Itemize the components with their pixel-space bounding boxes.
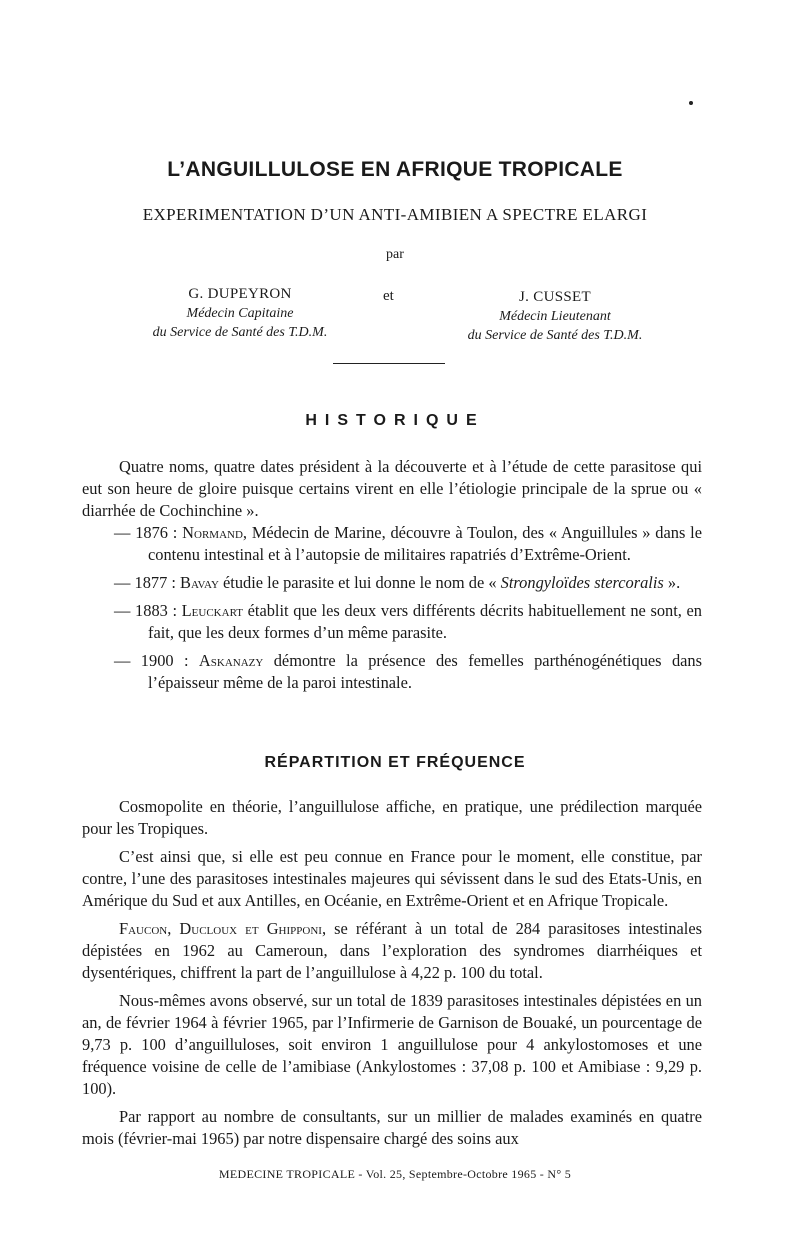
article-title: L’ANGUILLULOSE EN AFRIQUE TROPICALE xyxy=(167,158,623,181)
author-2 xyxy=(420,288,690,345)
paragraph xyxy=(82,918,702,984)
year: 1883 xyxy=(135,601,168,620)
item-tail: ». xyxy=(663,573,681,592)
dash: — xyxy=(114,651,131,670)
ink-dot xyxy=(689,101,693,105)
item-text: établit que les deux vers différents décrits habituellement ne sont, en fait, que les deux formes d’un même parasite. xyxy=(148,601,703,642)
person-name: Leuckart xyxy=(181,601,243,620)
author-1 xyxy=(110,285,370,342)
by-label: par xyxy=(386,247,404,262)
year: 1900 xyxy=(140,651,174,670)
author-service: du Service de Santé des T.D.M. xyxy=(152,325,328,340)
historique-list xyxy=(82,522,702,700)
person-name: Askanazy xyxy=(198,651,264,670)
dash: — xyxy=(114,573,131,592)
author-name: G. DUPEYRON xyxy=(188,286,292,302)
article-subtitle: EXPERIMENTATION D’UN ANTI-AMIBIEN A SPECTRE ELARGI xyxy=(142,205,648,224)
author-service: du Service de Santé des T.D.M. xyxy=(467,328,643,343)
person-name: Normand xyxy=(182,523,243,542)
separator-rule xyxy=(333,363,445,364)
item-text: étudie le parasite et lui donne le nom de « xyxy=(218,573,501,592)
list-item: — 1876 : Normand, Médecin de Marine, découvre à Toulon, des « Anguillules » dans le contenu intestinal et à l’autopsie de militaires rapatriés d’Extrême-Orient. xyxy=(114,523,702,564)
paragraph: C’est ainsi que, si elle est peu connue en France pour le moment, elle constitue, par contre, l’une des parasitoses intestinales majeures qui sévissent dans le sud des Etats-Unis, en Amérique du Sud et aux Antilles, en Océanie, en Extrême-Orient et en Afrique Tropicale. xyxy=(82,847,702,910)
section-heading-historique: HISTORIQUE xyxy=(305,412,485,429)
species-name: Strongyloïdes stercoralis xyxy=(500,573,664,592)
repartition-body xyxy=(82,796,702,1156)
dash: — xyxy=(114,523,131,542)
paragraph: Quatre noms, quatre dates président à la découverte et à l’étude de cette parasitose qui eut son heure de gloire puisque certains virent en elle l’étiologie principale de la sprue ou « diarrhée de Cochinchine ». xyxy=(82,457,702,520)
paragraph-text: , se référant à un total de 284 parasitoses intestinales dépistées en 1962 au Cameroun, dans l’exploration des syndromes diarrhéiques et dysentériques, chiffrent la part de l’anguillulose à 4,22 p. 100 du total. xyxy=(82,919,702,982)
author-conjunction: et xyxy=(383,288,394,304)
journal-footer: MEDECINE TROPICALE - Vol. 25, Septembre-Octobre 1965 - N° 5 xyxy=(218,1167,572,1181)
dash: — xyxy=(114,601,131,620)
list-item: — 1877 : Bavay étudie le parasite et lui donne le nom de « Strongyloïdes stercoralis ». xyxy=(114,573,681,592)
author-name: J. CUSSET xyxy=(519,289,591,305)
historique-intro xyxy=(82,456,702,528)
list-item: — 1883 : Leuckart établit que les deux vers différents décrits habituellement ne sont, en fait, que les deux formes d’un même parasite. xyxy=(114,601,703,642)
author-role: Médecin Capitaine xyxy=(186,306,294,321)
item-text: démontre la présence des femelles parthénogénétiques dans l’épaisseur même de la paroi intestinale. xyxy=(148,651,702,692)
author-role: Médecin Lieutenant xyxy=(499,309,611,324)
year: 1877 xyxy=(134,573,168,592)
paragraph: Nous-mêmes avons observé, sur un total de 1839 parasitoses intestinales dépistées en un an, de février 1964 à février 1965, par l’Infirmerie de Garnison de Bouaké, un pourcentage de 9,73 p. 100 d’anguilluloses, soit environ 1 anguillulose pour 4 ankylostomoses et une fréquence voisine de celle de l’amibiase (Ankylostomes : 37,08 p. 100 et Amibiase : 9,29 p. 100). xyxy=(82,991,702,1098)
paragraph: Par rapport au nombre de consultants, sur un millier de malades examinés en quatre mois (février-mai 1965) par notre dispensaire chargé des soins aux xyxy=(82,1107,702,1148)
section-heading-repartition: RÉPARTITION ET FRÉQUENCE xyxy=(264,754,526,771)
list-item: — 1900 : Askanazy démontre la présence des femelles parthénogénétiques dans l’épaisseur même de la paroi intestinale. xyxy=(114,651,702,692)
year: 1876 xyxy=(135,523,168,542)
person-name: Bavay xyxy=(180,573,219,592)
item-text: , Médecin de Marine, découvre à Toulon, des « Anguillules » dans le contenu intestinal et à l’autopsie de militaires rapatriés d’Extrême-Orient. xyxy=(148,523,702,564)
cited-authors: Faucon, Ducloux et Ghipponi xyxy=(119,919,322,938)
paragraph: Cosmopolite en théorie, l’anguillulose affiche, en pratique, une prédilection marquée pour les Tropiques. xyxy=(82,797,702,838)
